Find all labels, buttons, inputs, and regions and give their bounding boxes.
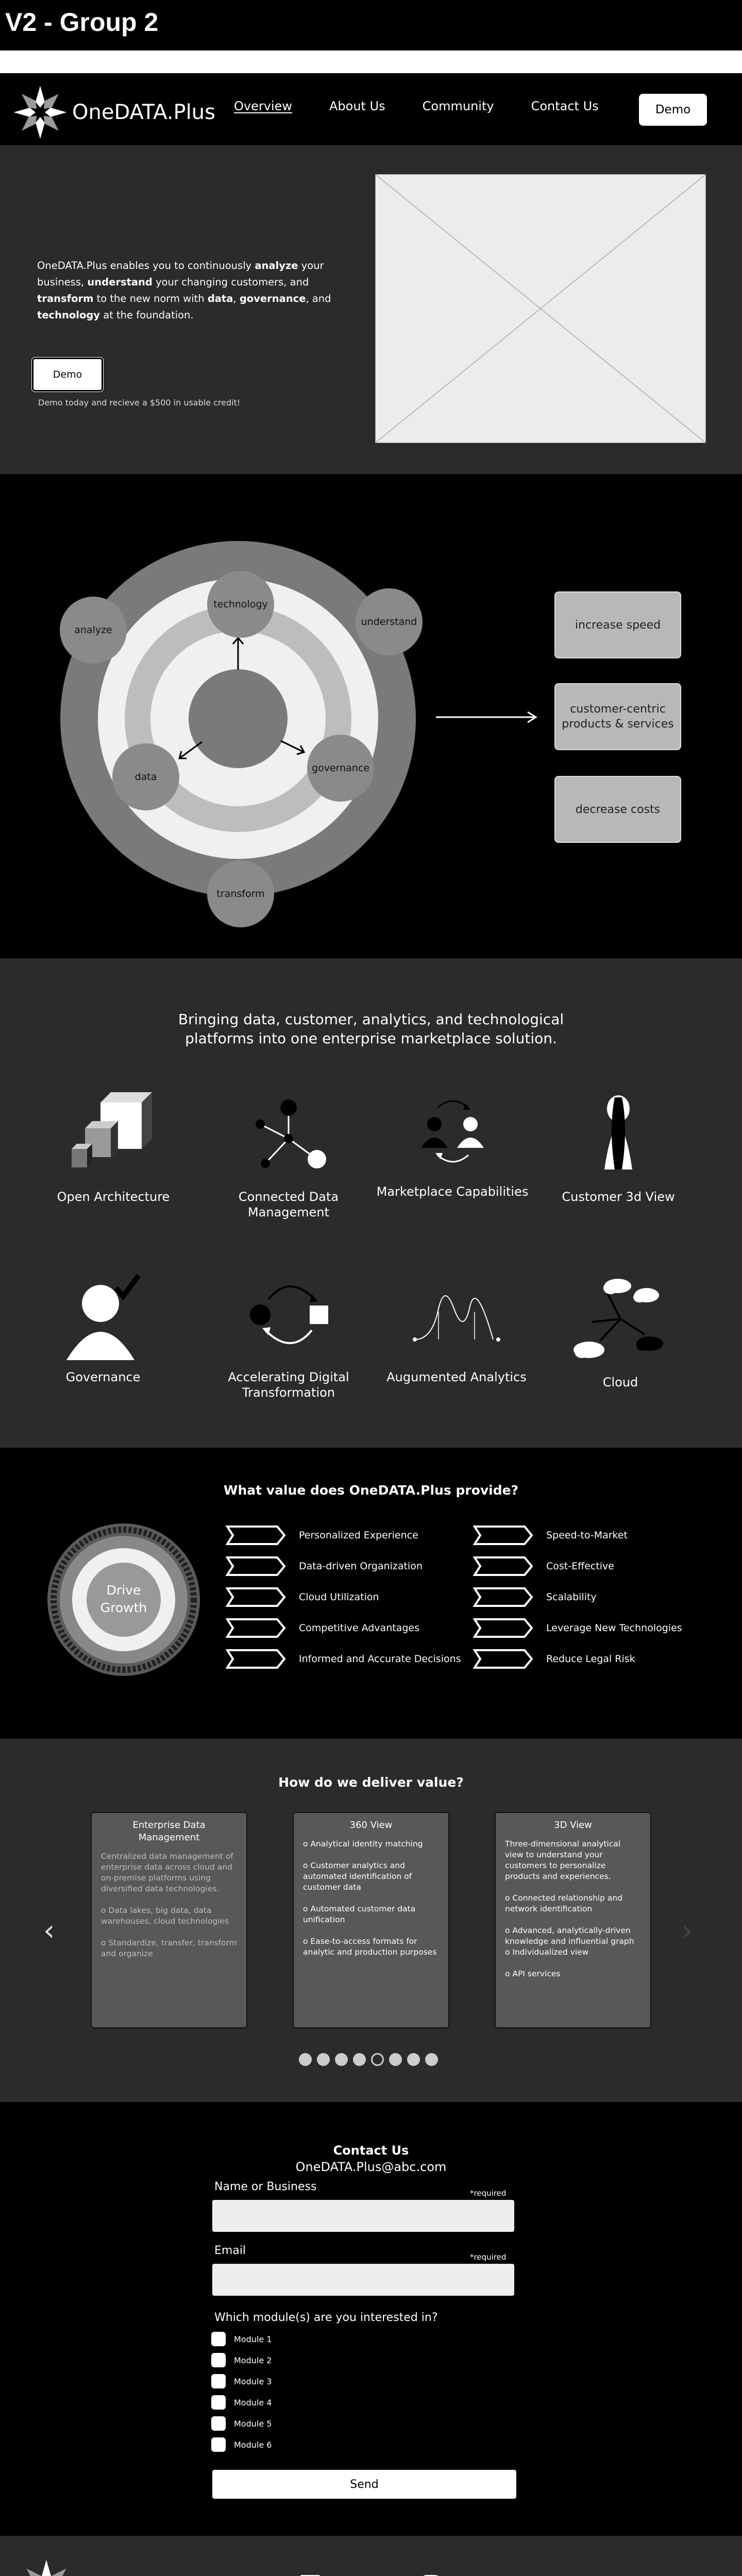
carousel-dots bbox=[299, 2053, 438, 2066]
contact-email-link[interactable]: OneDATA.Plus@abc.com bbox=[295, 2160, 447, 2174]
feature-label: Customer 3d View bbox=[562, 1190, 675, 1204]
value-item-left: Data-driven Organization bbox=[226, 1556, 423, 1577]
feature-label: Augumented Analytics bbox=[386, 1370, 527, 1384]
top-navigation bbox=[0, 73, 742, 145]
bubble-technology: technology bbox=[207, 571, 274, 638]
bubble-understand: understand bbox=[356, 588, 423, 655]
bubble-transform: transform bbox=[207, 860, 274, 927]
bubble-analyze: analyze bbox=[60, 597, 127, 664]
hero-credit-note: Demo today and recieve a $500 in usable credit! bbox=[38, 398, 241, 408]
carousel-dot[interactable] bbox=[353, 2053, 366, 2066]
feature-label: Accelerating Digital Transformation bbox=[228, 1370, 349, 1400]
transform-cycle-icon bbox=[240, 1267, 338, 1365]
carousel-dot[interactable] bbox=[299, 2053, 312, 2066]
send-button[interactable]: Send bbox=[212, 2470, 516, 2499]
people-exchange-icon bbox=[403, 1082, 501, 1180]
social-links bbox=[299, 2574, 442, 2576]
checkbox[interactable] bbox=[211, 2353, 226, 2367]
checkbox[interactable] bbox=[211, 2374, 226, 2388]
value-item-left: Informed and Accurate Decisions bbox=[226, 1649, 461, 1669]
feature-open-architecture bbox=[36, 1087, 191, 1205]
nav-link-community[interactable]: Community bbox=[422, 99, 494, 113]
feature-digital-transformation bbox=[211, 1267, 366, 1400]
drive-growth-text: Drive Growth bbox=[100, 1583, 147, 1615]
contact-title: Contact Us bbox=[333, 2143, 409, 2158]
value-item-left: Personalized Experience bbox=[226, 1525, 418, 1546]
carousel-card-3d-view[interactable]: 3D View Three-dimensional analytical view to understand your customers to personalize products and experiences. o Connected relationship and network identification o Advanced, analytically-driven knowledge and influential graph o Individualized view o API services bbox=[495, 1812, 651, 2028]
tag-arrow-icon bbox=[226, 1587, 286, 1607]
nav-demo-button[interactable]: Demo bbox=[639, 94, 707, 126]
youtube-icon[interactable] bbox=[379, 2574, 402, 2576]
outcome-decrease-costs: decrease costs bbox=[554, 776, 681, 843]
carousel-next-arrow-icon[interactable]: › bbox=[681, 1914, 693, 1947]
module-checkbox-1[interactable]: Module 1 bbox=[211, 2332, 272, 2346]
hero-image-placeholder bbox=[375, 174, 706, 443]
snowflake-logo-icon bbox=[15, 2557, 77, 2576]
email-input[interactable] bbox=[212, 2264, 514, 2296]
twitter-icon[interactable] bbox=[339, 2574, 362, 2576]
value-item-right: Reduce Legal Risk bbox=[473, 1649, 635, 1669]
checkbox[interactable] bbox=[211, 2395, 226, 2410]
name-input[interactable] bbox=[212, 2200, 514, 2232]
tag-arrow-icon bbox=[473, 1618, 534, 1638]
tag-arrow-icon bbox=[226, 1649, 286, 1669]
tag-arrow-icon bbox=[473, 1587, 534, 1607]
checkbox[interactable] bbox=[211, 2332, 226, 2346]
hero-demo-button[interactable]: Demo bbox=[32, 358, 103, 392]
checkbox[interactable] bbox=[211, 2416, 226, 2431]
tag-arrow-icon bbox=[473, 1649, 534, 1669]
tag-arrow-icon bbox=[226, 1525, 286, 1546]
module-checkbox-2[interactable]: Module 2 bbox=[211, 2353, 272, 2367]
nav-link-contact-us[interactable]: Contact Us bbox=[531, 99, 599, 113]
carousel-dot[interactable] bbox=[335, 2053, 348, 2066]
snowflake-logo-icon bbox=[11, 83, 69, 141]
carousel-dot-active[interactable] bbox=[371, 2053, 384, 2066]
tag-arrow-icon bbox=[226, 1618, 286, 1638]
module-checkbox-4[interactable]: Module 4 bbox=[211, 2395, 272, 2410]
customer-3d-icon bbox=[569, 1087, 667, 1185]
tag-arrow-icon bbox=[473, 1556, 534, 1577]
image-placeholder-icon bbox=[376, 175, 705, 443]
feature-label: Marketplace Capabilities bbox=[376, 1184, 529, 1199]
feature-connected-data bbox=[211, 1087, 366, 1220]
name-required-note: *required bbox=[470, 2189, 507, 2198]
footer bbox=[0, 2536, 742, 2576]
features-section bbox=[0, 958, 742, 1448]
contact-section bbox=[0, 2102, 742, 2536]
carousel-card-360-view[interactable]: 360 View o Analytical identity matching o Customer analytics and automated identification of customer data o Automated customer data unification o Ease-to-access formats for analytic and production purposes bbox=[293, 1812, 449, 2028]
email-field-label: Email bbox=[214, 2244, 246, 2257]
module-checkbox-6[interactable]: Module 6 bbox=[211, 2437, 272, 2452]
value-item-right: Leverage New Technologies bbox=[473, 1618, 682, 1638]
feature-marketplace bbox=[375, 1082, 530, 1199]
bubble-governance: governance bbox=[307, 735, 374, 802]
modules-question: Which module(s) are you interested in? bbox=[214, 2311, 438, 2324]
feature-label: Connected Data Management bbox=[238, 1190, 339, 1219]
carousel-dot[interactable] bbox=[425, 2053, 438, 2066]
value-item-right: Cost-Effective bbox=[473, 1556, 614, 1577]
feature-customer-3d-view bbox=[541, 1087, 696, 1205]
footer-brand-logo[interactable] bbox=[15, 2557, 225, 2576]
nav-link-about-us[interactable]: About Us bbox=[329, 99, 385, 113]
module-checkbox-5[interactable]: Module 5 bbox=[211, 2416, 272, 2431]
value-section bbox=[0, 1448, 742, 1739]
module-checkbox-3[interactable]: Module 3 bbox=[211, 2374, 272, 2388]
feature-label: Cloud bbox=[602, 1375, 638, 1389]
cloud-icon bbox=[571, 1273, 669, 1370]
outcome-increase-speed: increase speed bbox=[554, 591, 681, 658]
value-item-right: Scalability bbox=[473, 1587, 597, 1607]
carousel-card-enterprise-data[interactable]: Enterprise Data Management Centralized data management of enterprise data across cloud and on-premise platforms using diversified data technologies. o Data lakes, big data, data warehouses, cloud technologies o Standardize, transfer, transform and organize bbox=[91, 1812, 247, 2028]
network-icon bbox=[240, 1087, 338, 1185]
hero-description: OneDATA.Plus enables you to continuously analyze your business, understand your changing customers, and transform to the new norm with data, governance, and technology at the foundation. bbox=[37, 260, 331, 321]
deliver-section bbox=[0, 1739, 742, 2102]
hero-section bbox=[0, 145, 742, 474]
feature-label: Open Architecture bbox=[57, 1190, 170, 1204]
name-field-label: Name or Business bbox=[214, 2180, 317, 2193]
value-item-left: Competitive Advantages bbox=[226, 1618, 419, 1638]
carousel-dot[interactable] bbox=[317, 2053, 330, 2066]
tag-arrow-icon bbox=[473, 1525, 534, 1546]
email-required-note: *required bbox=[470, 2252, 507, 2262]
feature-cloud bbox=[543, 1273, 698, 1390]
title-divider-strip bbox=[0, 50, 742, 73]
outcome-customer-centric: customer-centric products & services bbox=[554, 683, 681, 750]
linkedin-icon[interactable] bbox=[299, 2574, 322, 2576]
deliver-heading: How do we deliver value? bbox=[278, 1775, 464, 1790]
cubes-icon bbox=[64, 1087, 162, 1185]
checkbox[interactable] bbox=[211, 2437, 226, 2452]
value-item-right: Speed-to-Market bbox=[473, 1525, 628, 1546]
value-item-left: Cloud Utilization bbox=[226, 1587, 379, 1607]
instagram-icon[interactable] bbox=[419, 2574, 442, 2576]
brand-name: OneDATA.Plus bbox=[72, 100, 215, 124]
brand-logo[interactable] bbox=[11, 83, 215, 141]
carousel-dot[interactable] bbox=[407, 2053, 420, 2066]
person-check-icon bbox=[54, 1267, 152, 1365]
feature-label: Governance bbox=[65, 1370, 141, 1384]
carousel-prev-arrow-icon[interactable]: ‹ bbox=[43, 1914, 55, 1947]
foundation-diagram-section bbox=[0, 474, 742, 958]
page-title: V2 - Group 2 bbox=[5, 8, 159, 37]
bell-curve-icon bbox=[408, 1267, 505, 1365]
nav-link-overview[interactable]: Overview bbox=[234, 99, 292, 113]
feature-governance bbox=[26, 1267, 180, 1385]
value-heading: What value does OneDATA.Plus provide? bbox=[223, 1483, 519, 1498]
page-title-bar bbox=[0, 0, 742, 50]
carousel-dot[interactable] bbox=[389, 2053, 402, 2066]
features-heading: Bringing data, customer, analytics, and technological platforms into one enterprise marketplace solution. bbox=[178, 1011, 564, 1047]
tag-arrow-icon bbox=[226, 1556, 286, 1577]
bubble-data: data bbox=[112, 743, 179, 810]
feature-augmented-analytics bbox=[379, 1267, 534, 1385]
